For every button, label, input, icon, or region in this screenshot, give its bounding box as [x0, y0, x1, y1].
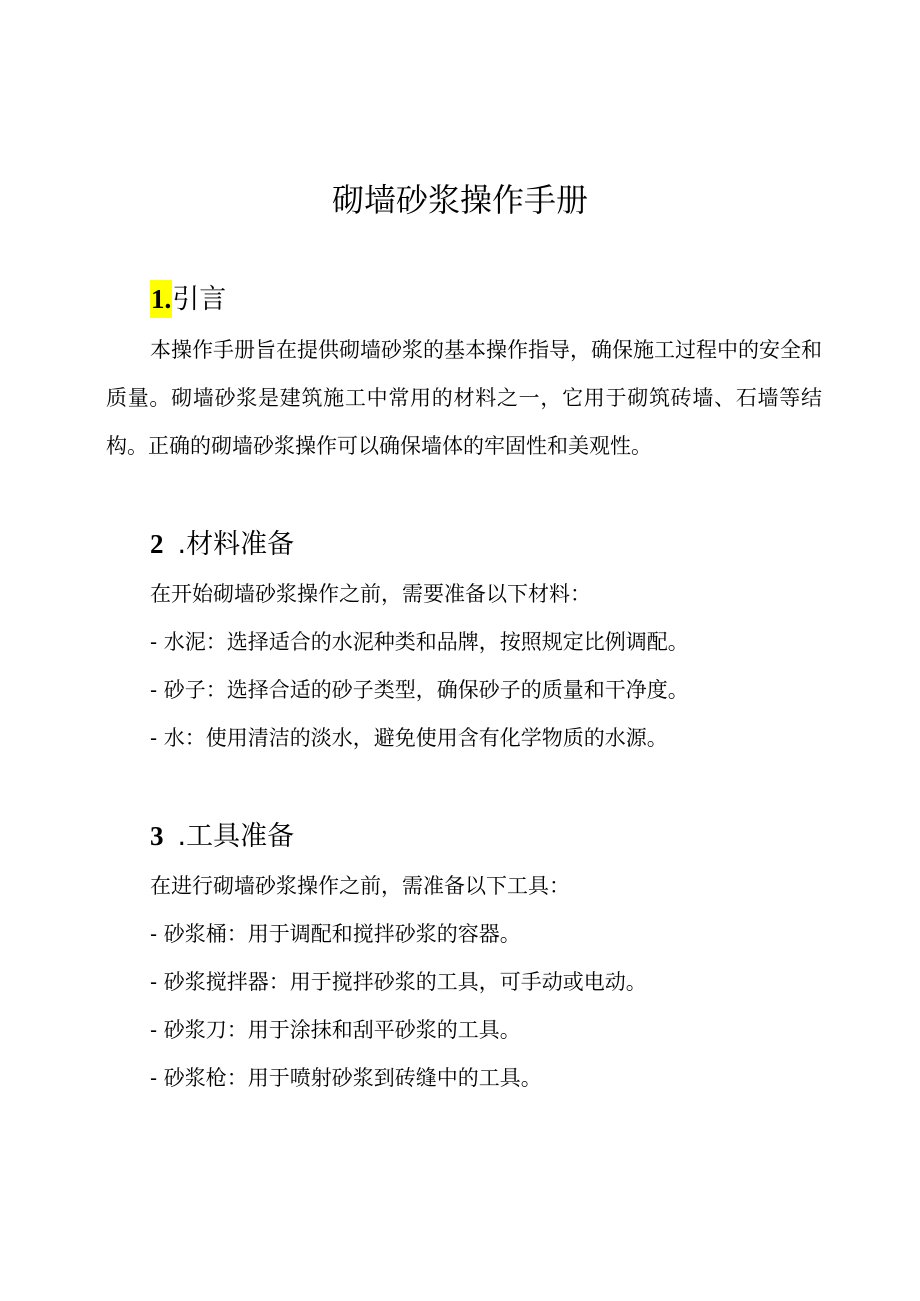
section-title-3: .工具准备	[177, 821, 295, 852]
list-item-water: - 水：使用清洁的淡水，避免使用含有化学物质的水源。	[150, 726, 668, 750]
list-item-mortar-trowel: - 砂浆刀：用于涂抹和刮平砂浆的工具。	[150, 1018, 521, 1042]
section-heading-introduction	[150, 280, 226, 320]
list-item-mortar-mixer: - 砂浆搅拌器：用于搅拌砂浆的工具，可手动或电动。	[150, 970, 647, 994]
list-item-sand: - 砂子：选择合适的砂子类型，确保砂子的质量和干净度。	[150, 678, 689, 702]
section-title-2: .材料准备	[177, 529, 295, 560]
document-title: 砌墙砂浆操作手册	[331, 181, 588, 219]
list-item-mortar-gun: - 砂浆枪：用于喷射砂浆到砖缝中的工具。	[150, 1066, 542, 1090]
section-title-1: 引言	[172, 284, 227, 315]
section-heading-materials	[150, 524, 294, 565]
section-heading-tools	[150, 816, 294, 857]
section-number-2: 2	[150, 529, 164, 559]
list-item-cement: - 水泥：选择适合的水泥种类和品牌，按照规定比例调配。	[150, 630, 689, 654]
tools-intro: 在进行砌墙砂浆操作之前，需准备以下工具：	[150, 874, 570, 898]
list-item-mortar-bucket: - 砂浆桶：用于调配和搅拌砂浆的容器。	[150, 922, 521, 946]
materials-intro: 在开始砌墙砂浆操作之前，需要准备以下材料：	[150, 582, 591, 606]
section-number-3: 3	[150, 821, 164, 851]
section-number-1: 1.	[150, 280, 172, 318]
introduction-paragraph: 本操作手册旨在提供砌墙砂浆的基本操作指导，确保施工过程中的安全和质量。砌墙砂浆是建筑施工中常用的材料之一，它用于砌筑砖墙、石墙等结构。正确的砌墙砂浆操作可以确保墙体的牢固性和美观性。	[106, 338, 822, 458]
